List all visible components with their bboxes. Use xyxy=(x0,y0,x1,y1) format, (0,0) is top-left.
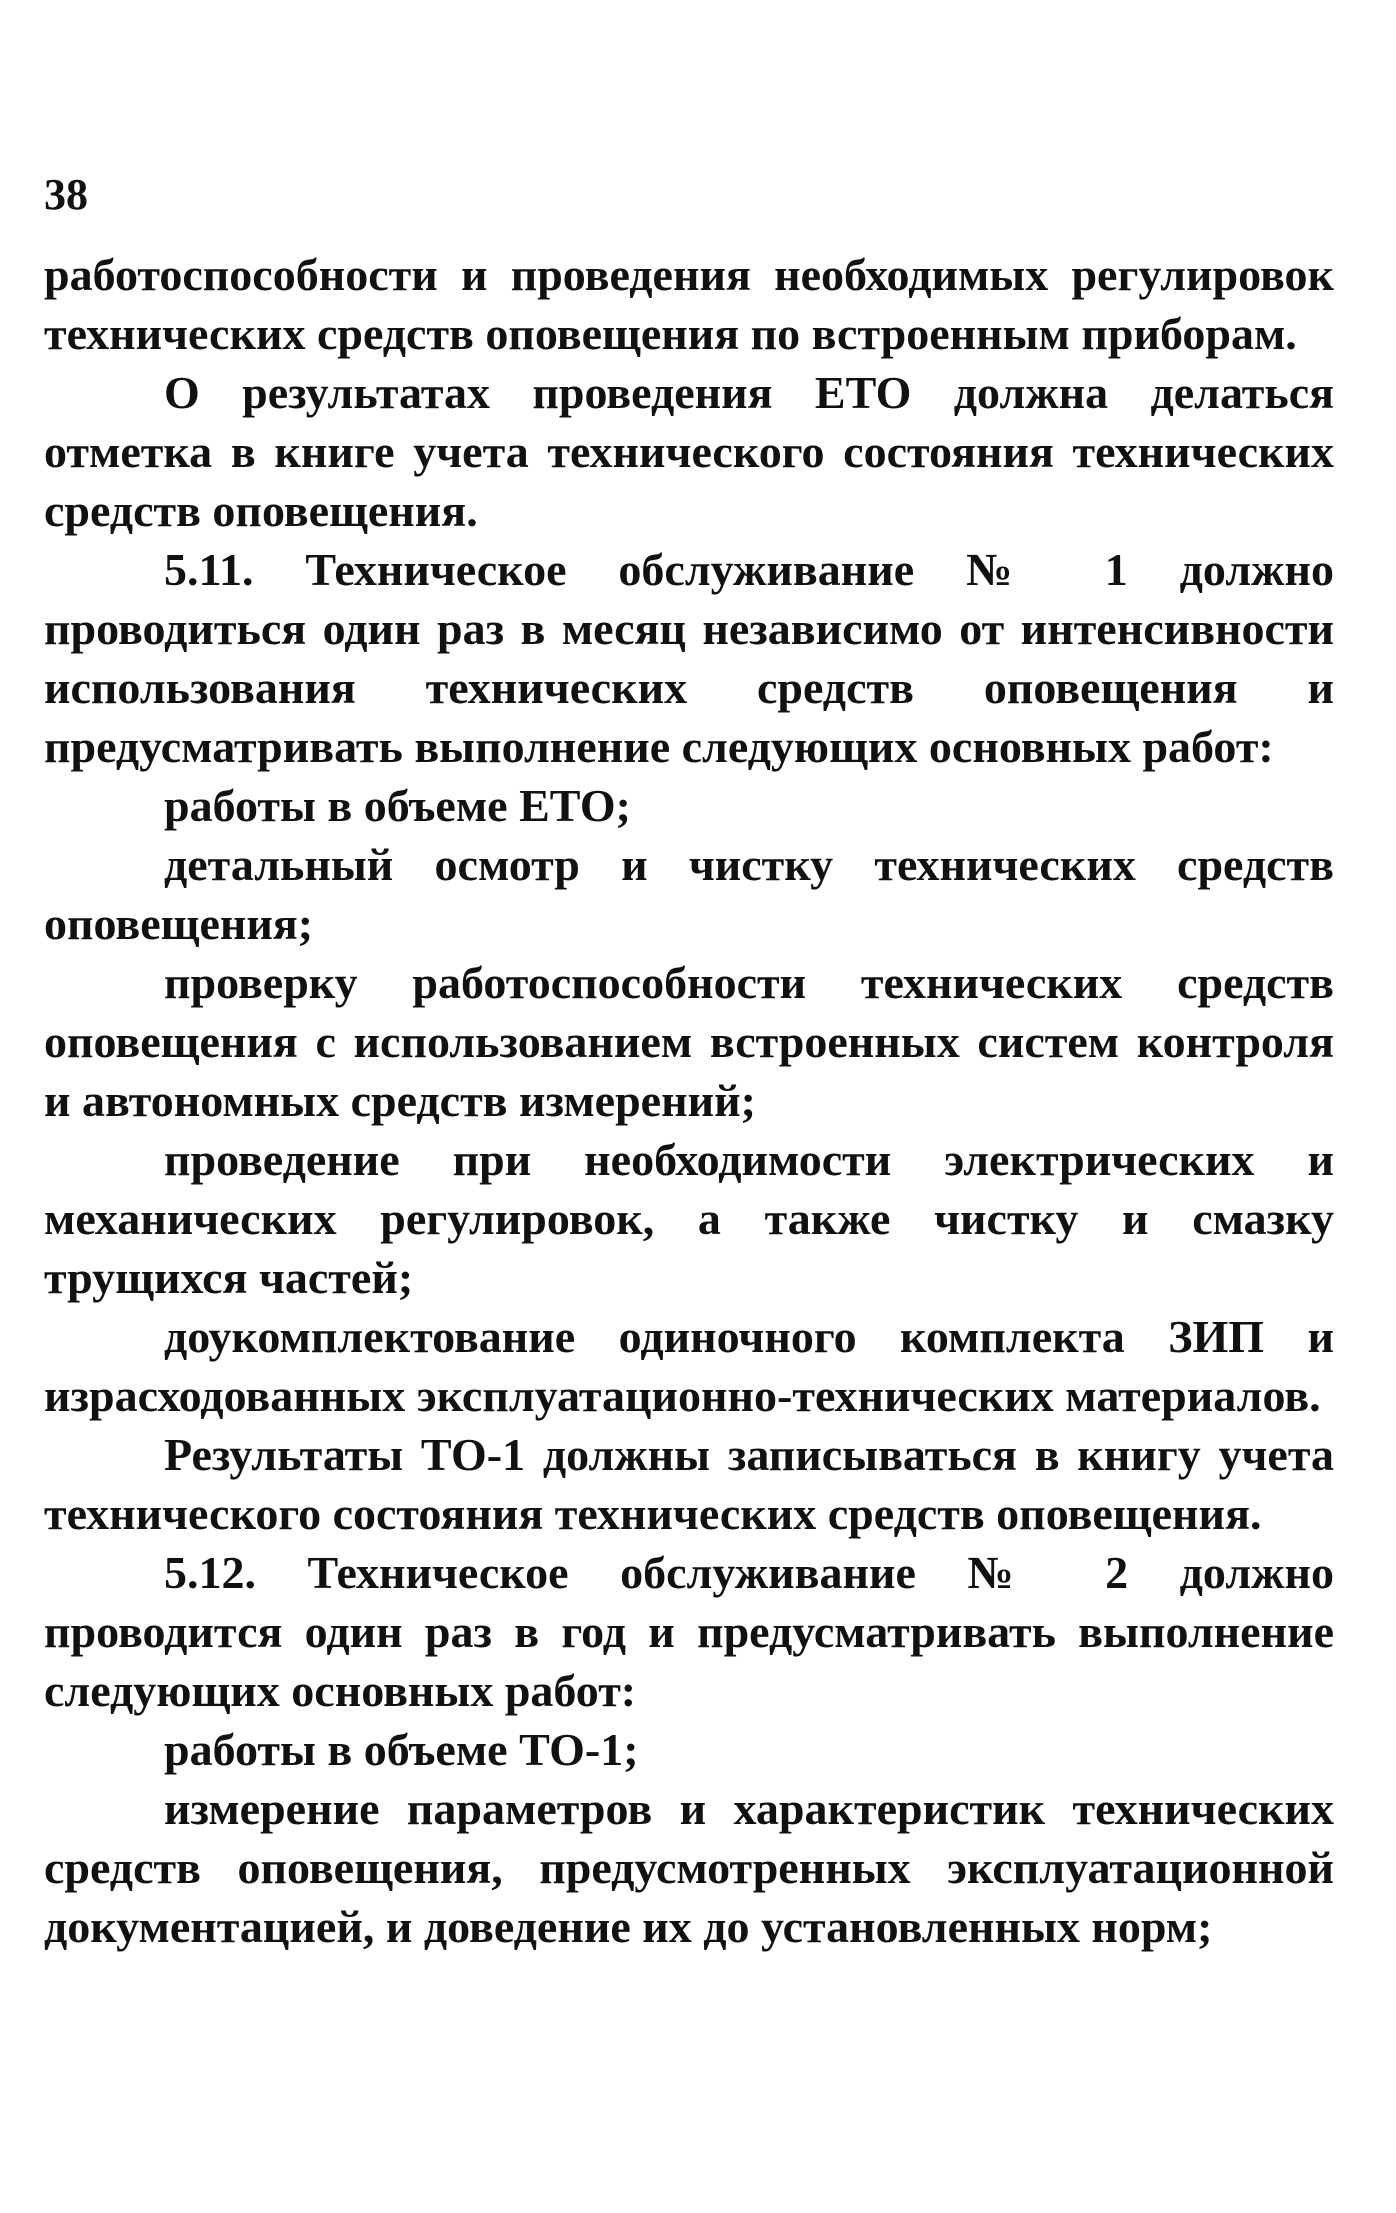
paragraph: 5.11. Техническое обслуживание № 1 должно проводиться один раз в месяц независимо от интенсивности использования технических средств оповещения и предусматривать выполнение следующих основных работ: xyxy=(44,544,1334,772)
list-item: проведение при необходимости электрических и механических регулировок, а также чистку и смазку трущихся частей; xyxy=(44,1134,1334,1303)
body-text xyxy=(44,245,1334,1956)
list-item: проверку работоспособности технических средств оповещения с использованием встроенных систем контроля и автономных средств измерений; xyxy=(44,957,1334,1126)
paragraph: 5.12. Техническое обслуживание № 2 должно проводится один раз в год и предусматривать выполнение следующих основных работ: xyxy=(44,1547,1334,1716)
list-item: доукомплектование одиночного комплекта ЗИП и израсходованных эксплуатационно-технических материалов. xyxy=(44,1311,1334,1421)
list-item: детальный осмотр и чистку технических средств оповещения; xyxy=(44,839,1334,949)
paragraph: О результатах проведения ЕТО должна делаться отметка в книге учета технического состояния технических средств оповещения. xyxy=(44,367,1334,536)
list-item: измерение параметров и характеристик технических средств оповещения, предусмотренных эксплуатационной документацией, и доведение их до установленных норм; xyxy=(44,1783,1334,1952)
paragraph: Результаты ТО-1 должны записываться в книгу учета технического состояния технических средств оповещения. xyxy=(44,1429,1334,1539)
list-item: работы в объеме ТО-1; xyxy=(164,1724,639,1775)
paragraph: работоспособности и проведения необходимых регулировок технических средств оповещения по встроенным приборам. xyxy=(44,249,1334,359)
list-item: работы в объеме ЕТО; xyxy=(164,780,631,831)
page-number: 38 xyxy=(44,170,88,219)
